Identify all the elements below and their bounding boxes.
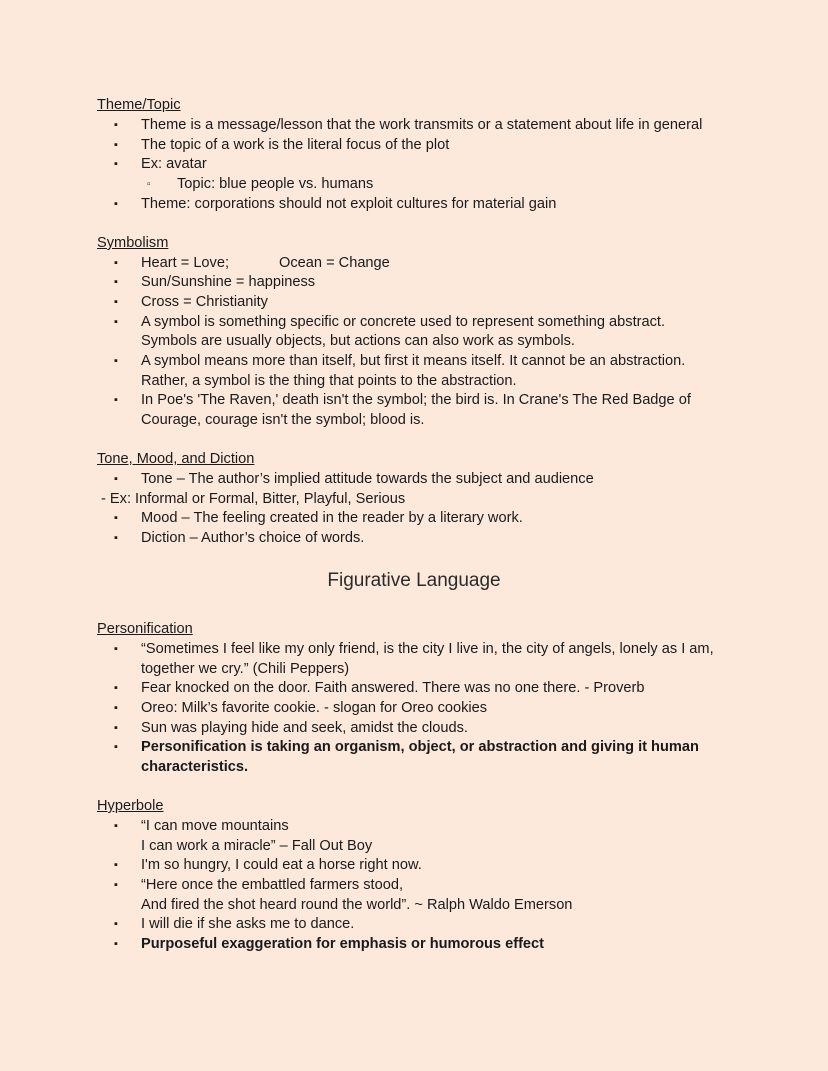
bullet: ▪ [114,702,118,714]
list-item: A symbol is something specific or concrete used to represent something abstract. [141,314,666,330]
bullet: ▪ [114,158,118,170]
definition-continuation: characteristics. [141,759,249,775]
list-item: The topic of a work is the literal focus of the plot [141,137,450,153]
list-item: Tone – The author’s implied attitude towards the subject and audience [141,471,594,487]
bullet: ▪ [114,741,118,753]
bullet: ▪ [114,512,118,524]
theme-heading: Theme/Topic [97,97,181,113]
list-item: I will die if she asks me to dance. [141,916,355,932]
bullet: ▪ [114,139,118,151]
bullet: ▪ [114,820,118,832]
hyperbole-heading: Hyperbole [97,798,164,814]
list-item: In Poe's 'The Raven,' death isn't the symbol; the bird is. In Crane's The Red Badge of [141,392,691,408]
list-item: Mood – The feeling created in the reader by a literary work. [141,510,523,526]
ocean-symbol: Ocean = Change [279,255,390,271]
list-item: Oreo: Milk’s favorite cookie. - slogan for Oreo cookies [141,700,488,716]
bullet: ▪ [114,198,118,210]
bullet: ▪ [114,918,118,930]
bullet: ▪ [114,355,118,367]
list-item: “I can move mountains [141,818,289,834]
bullet: ▪ [114,722,118,734]
list-item-continuation: Symbols are usually objects, but actions can also work as symbols. [141,333,575,349]
bullet: ▪ [114,257,118,269]
section-title: Figurative Language [327,570,501,591]
bullet: ▪ [114,532,118,544]
list-item: Theme: corporations should not exploit cultures for material gain [141,196,557,212]
list-item: Diction – Author’s choice of words. [141,530,365,546]
sub-list-item: Topic: blue people vs. humans [177,176,374,192]
list-item: Ex: avatar [141,156,207,172]
bullet: ▪ [114,276,118,288]
bullet: ▪ [114,296,118,308]
bullet: ▪ [114,879,118,891]
list-item: Cross = Christianity [141,294,268,310]
personification-heading: Personification [97,621,193,637]
list-item: Sun was playing hide and seek, amidst the clouds. [141,720,468,736]
bullet: ▪ [114,316,118,328]
symbolism-heading: Symbolism [97,235,169,251]
bullet: ▪ [114,119,118,131]
definition: Personification is taking an organism, object, or abstraction and giving it human [141,739,699,755]
list-item: “Sometimes I feel like my only friend, is the city I live in, the city of angels, lonely as I am, [141,641,714,657]
list-item: Sun/Sunshine = happiness [141,274,316,290]
bullet: ▪ [114,394,118,406]
list-item [141,254,741,274]
list-item-continuation: together we cry.” (Chili Peppers) [141,661,350,677]
bullet: ▪ [114,643,118,655]
list-item-continuation: Rather, a symbol is the thing that points to the abstraction. [141,373,517,389]
sub-bullet: ▫ [147,179,151,190]
list-item: Theme is a message/lesson that the work transmits or a statement about life in general [141,117,703,133]
bullet: ▪ [114,859,118,871]
bullet: ▪ [114,938,118,950]
list-item-continuation: Courage, courage isn't the symbol; blood is. [141,412,425,428]
tone-heading: Tone, Mood, and Diction [97,451,255,467]
bullet: ▪ [114,473,118,485]
list-item: Fear knocked on the door. Faith answered. There was no one there. - Proverb [141,680,645,696]
definition: Purposeful exaggeration for emphasis or humorous effect [141,936,545,952]
bullet: ▪ [114,682,118,694]
list-item: A symbol means more than itself, but first it means itself. It cannot be an abstraction. [141,353,686,369]
list-item-continuation: I can work a miracle” – Fall Out Boy [141,838,373,854]
list-item: “Here once the embattled farmers stood, [141,877,404,893]
list-item: I'm so hungry, I could eat a horse right now. [141,857,422,873]
heart-symbol: Heart = Love; [141,255,230,271]
list-item-continuation: And fired the shot heard round the world”. ~ Ralph Waldo Emerson [141,897,573,913]
example-line: - Ex: Informal or Formal, Bitter, Playful, Serious [101,491,406,507]
